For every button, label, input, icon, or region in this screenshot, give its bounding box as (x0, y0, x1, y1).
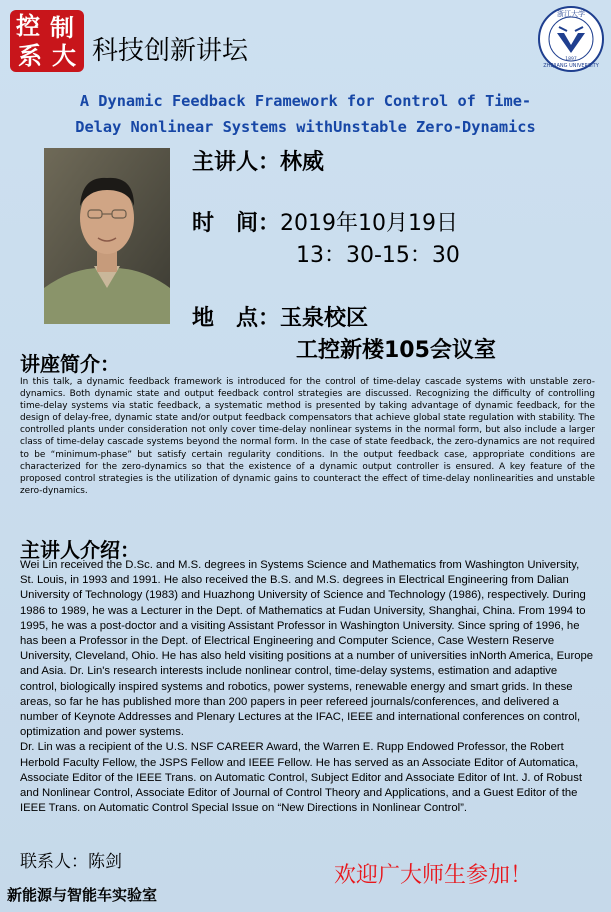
seal-char: 大 (52, 41, 76, 70)
room: 工控新楼105会议室 (296, 338, 496, 363)
welcome-message: 欢迎广大师生参加！ (334, 863, 533, 888)
department-seal-logo (10, 10, 84, 72)
talk-title-line2: Delay Nonlinear Systems withUnstable Zero-Dynamics (75, 118, 536, 136)
seal-char: 控 (16, 11, 40, 40)
bio-paragraph-1: Wei Lin received the D.Sc. and M.S. degrees in Systems Science and Mathematics from Washington University, St. Louis, in 1993 and 1991. He also received the B.S. and M.S. degrees in Electrical Engineering from Dalian University of Technology (1983) and Huazhong University of Science and Technology (1986), respectively. During 1986 to 1989, he was a Lecturer in the Dept. of Mathematics at Fudan University, Shanghai, China. From 1994 to 1995, he was a post-doctor and a visiting Assistant Professor in Washington University. Since spring of 1996, he has been a Professor in the Dept. of Electrical Engineering and Computer Science, Case Western Reserve University, Cleveland, Ohio. He has also held visiting positions at a number of universities inNorth America, Europe and Asia. Dr. Lin's research interests include nonlinear control, time-delay systems, estimation and adaptive control, biologically inspired systems and robotics, power systems, renewable energy and smart grids. In these areas, so far he has published more than 200 papers in peer refereed journals/conferences, and delivered a number of Keynote Addresses and Plenary Lectures at the IFAC, IEEE and international conferences on control, optimization and power systems. (20, 559, 594, 739)
abstract-text: In this talk, a dynamic feedback framework is introduced for the control of time-delay cascade systems with unstable zero-dynamics. Both dynamic state and output feedback control strategies are discussed. Recognizing the difficulty of controlling time-delay systems via static feedback, a systematic method is presented by taking advantage of dynamic feedback, for the design of delay-free, dynamic state and/or output feedback compensators that achieve global state regulation with stability. The controlled plants under consideration not only cover time-delay nonlinear systems in the normal form, but also include a larger class of time-delay cascade systems beyond the normal form. In the case of state feedback, the zero-dynamics are not required to be “minimum-phase” but satisfy certain regularity conditions. In the output feedback case, appropriate conditions are characterized for the zero-dynamics so that the existence of a dynamic output controller is ensured. A key feature of the proposed control strategies is the utilization of dynamic gains to counteract the effect of time-delay nonlinearities and unstable zero-dynamics. (20, 377, 595, 496)
speaker-label: 主讲人： (192, 150, 281, 175)
time-label: 时 间： (192, 211, 281, 236)
place-line (192, 306, 368, 332)
speaker-name: 林威 (280, 150, 325, 175)
seal-char: 制 (50, 13, 74, 42)
university-name: 浙江大学 (557, 10, 585, 18)
talk-title-line1: A Dynamic Feedback Framework for Control of Time- (79, 92, 532, 110)
talk-title (0, 88, 611, 140)
speaker-photo (44, 148, 170, 324)
place-label: 地 点： (192, 306, 281, 331)
date: 2019年10月19日 (280, 211, 458, 236)
time-range: 13：30-15：30 (296, 243, 460, 268)
lab-name: 新能源与智能车实验室 (7, 886, 158, 904)
seal-char: 系 (18, 41, 42, 70)
bio-heading: 主讲人介绍： (20, 538, 140, 562)
bio-paragraph-2: Dr. Lin was a recipient of the U.S. NSF CAREER Award, the Warren E. Rupp Endowed Professor, the Robert Herbold Faculty Fellow, the JSPS Fellow and IEEE Fellow. He has served as an Associate Editor of Automatica, Associate Editor of the IEEE Trans. on Automatic Control, Subject Editor and Associate Editor of Int. J. of Robust and Nonlinear Control, Associate Editor of Journal of Control Theory and Applications, and a Guest Editor of the IEEE Trans. on Automatic Control Special Issue on “New Directions in Nonlinear Control”. (20, 741, 582, 815)
contact: 联系人：陈剑 (20, 852, 122, 872)
abstract-heading: 讲座简介： (20, 352, 120, 376)
zhejiang-university-logo (537, 5, 605, 73)
bio-text (20, 558, 596, 816)
university-year: 1897 (565, 57, 577, 62)
university-name-en: ZHEJIANG UNIVERSITY (543, 63, 599, 69)
time-line (192, 211, 458, 237)
speaker-line (192, 150, 324, 176)
campus: 玉泉校区 (280, 306, 369, 331)
forum-title: 科技创新讲坛 (92, 36, 249, 66)
